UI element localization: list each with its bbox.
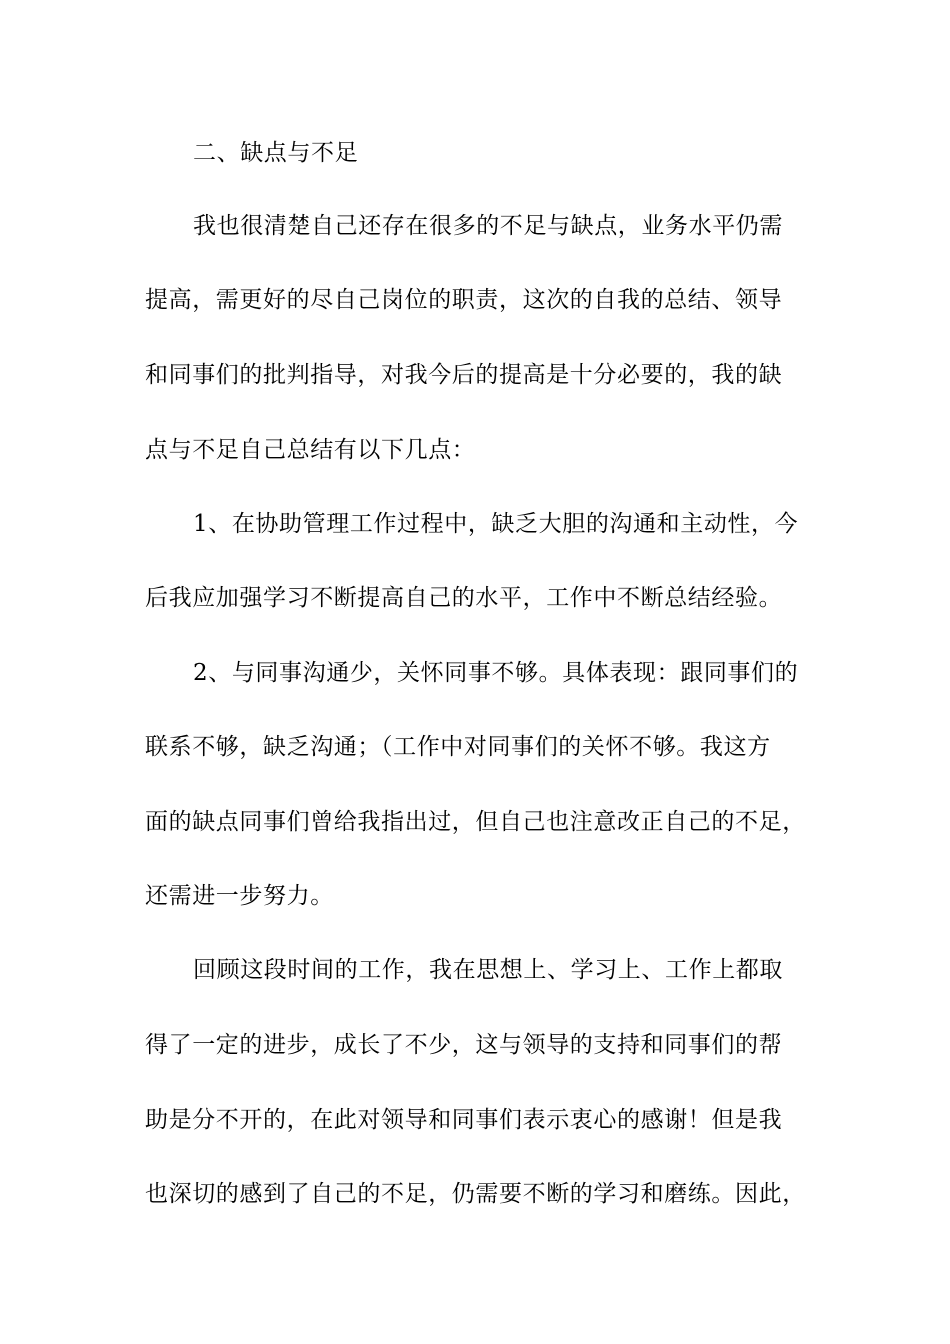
paragraph-line: 还需进一步努力。 (145, 883, 334, 909)
paragraph-line: 我也很清楚自己还存在很多的不足与缺点，业务水平仍需 (193, 213, 783, 239)
paragraph-line: 2、与同事沟通少，关怀同事不够。具体表现：跟同事们的 (193, 660, 799, 686)
paragraph-line: 也深切的感到了自己的不足，仍需要不断的学习和磨练。因此， (145, 1181, 806, 1207)
paragraph-line: 后我应加强学习不断提高自己的水平，工作中不断总结经验。 (145, 585, 783, 611)
paragraph-line: 得了一定的进步，成长了不少，这与领导的支持和同事们的帮 (145, 1032, 783, 1058)
section-heading: 二、缺点与不足 (193, 140, 359, 166)
paragraph-line: 助是分不开的，在此对领导和同事们表示衷心的感谢！但是我 (145, 1107, 783, 1133)
paragraph-line: 和同事们的批判指导，对我今后的提高是十分必要的，我的缺 (145, 362, 783, 388)
paragraph-line: 点与不足自己总结有以下几点： (145, 437, 476, 463)
paragraph-line: 联系不够，缺乏沟通；（工作中对同事们的关怀不够。我这方 (145, 734, 771, 760)
paragraph-line: 提高，需更好的尽自己岗位的职责，这次的自我的总结、领导 (145, 287, 783, 313)
paragraph-line: 1、在协助管理工作过程中，缺乏大胆的沟通和主动性，今 (193, 511, 799, 537)
paragraph-line: 面的缺点同事们曾给我指出过，但自己也注意改正自己的不足， (145, 809, 806, 835)
paragraph-line: 回顾这段时间的工作，我在思想上、学习上、工作上都取 (193, 957, 783, 983)
